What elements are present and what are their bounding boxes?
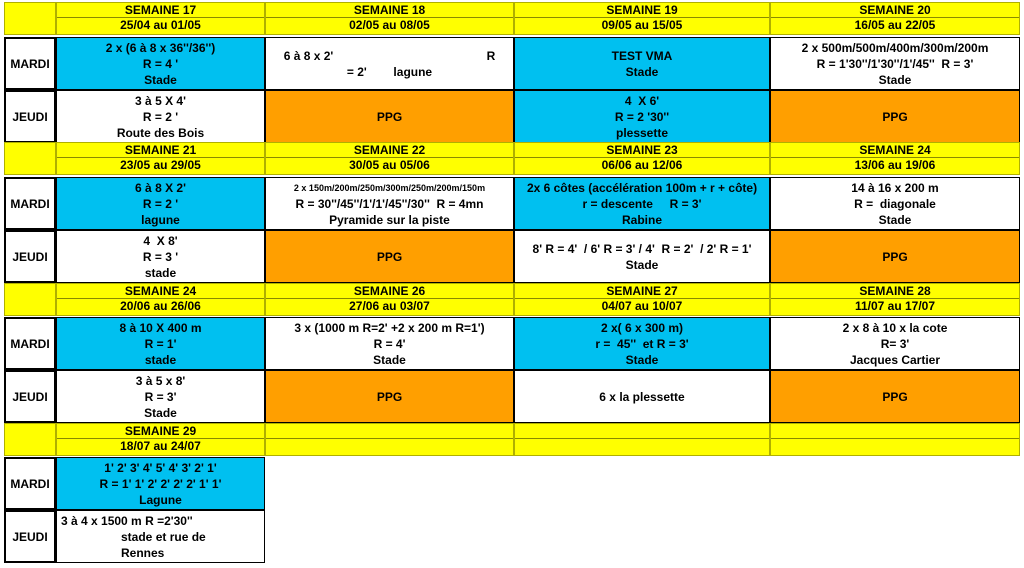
week-dates: 27/06 au 03/07: [266, 298, 513, 313]
week-dates: 09/05 au 15/05: [515, 17, 769, 32]
week-title: SEMAINE 23: [606, 143, 678, 157]
week-title: SEMAINE 26: [353, 284, 426, 298]
week-header: [265, 423, 514, 456]
session-line: 2 x (6 à 8 x 36''/36''): [105, 40, 216, 55]
session-mardi: [56, 457, 265, 510]
week-header: [514, 142, 770, 175]
week-header: [265, 283, 514, 316]
session-line: TEST VMA: [611, 48, 673, 63]
session-line: Stade: [373, 352, 406, 367]
session-jeudi: [514, 90, 770, 143]
session-line: 6 à 8 X 2': [135, 180, 186, 195]
week-title: SEMAINE 28: [859, 284, 931, 298]
session-line: Stade: [625, 352, 659, 367]
session-line: 3 à 4 x 1500 m R =2'30'': [61, 513, 193, 528]
session-line: R = 3 ': [142, 249, 179, 264]
session-line: stade: [144, 352, 177, 367]
session-line: lagune: [141, 212, 180, 227]
session-line: R = 2 ': [142, 196, 179, 211]
session-line: R = 1'30''/1'30''/1'/45'' R = 3': [816, 56, 974, 71]
session-line: PPG: [376, 389, 403, 404]
session-jeudi: [56, 370, 265, 423]
session-line: R = 4': [373, 336, 406, 351]
week-header: [56, 283, 265, 316]
day-label-mardi: MARDI: [4, 37, 56, 90]
week-dates: 20/06 au 26/06: [57, 298, 264, 313]
day-label-jeudi: JEUDI: [4, 90, 56, 143]
header-spacer: [4, 283, 56, 316]
header-spacer: [4, 423, 56, 456]
week-dates: 23/05 au 29/05: [57, 157, 264, 172]
week-title: SEMAINE 24: [124, 284, 197, 298]
week-header: [56, 423, 265, 456]
session-jeudi: [265, 370, 514, 423]
week-title: SEMAINE 24: [859, 143, 931, 157]
week-dates: 11/07 au 17/07: [771, 298, 1019, 313]
week-title: SEMAINE 19: [606, 3, 678, 17]
session-line: 6 à 8 x 2' R: [283, 48, 496, 63]
session-mardi: [770, 177, 1020, 230]
week-header: [514, 2, 770, 35]
session-line: R = 2 '30'': [614, 109, 670, 124]
week-header: [770, 2, 1020, 35]
session-line: 2x 6 côtes (accélération 100m + r + côte): [526, 180, 758, 195]
session-line: 3 à 5 X 4': [135, 93, 186, 108]
week-header: [265, 2, 514, 35]
session-line: R = 3': [144, 389, 177, 404]
session-line: R = 2 ': [142, 109, 179, 124]
session-line: 14 à 16 x 200 m: [851, 180, 939, 195]
session-line: Stade: [878, 72, 912, 87]
day-label-jeudi: JEUDI: [4, 370, 56, 423]
week-title: SEMAINE 27: [606, 284, 678, 298]
session-line: Rennes: [61, 545, 165, 560]
session-jeudi: [56, 230, 265, 283]
session-line: R = 30''/45''/1'/1'/45''/30'' R = 4mn: [295, 196, 484, 211]
week-header: [770, 423, 1020, 456]
week-header: [514, 423, 770, 456]
week-header: [265, 142, 514, 175]
session-mardi: [265, 317, 514, 370]
session-line: r = descente R = 3': [582, 196, 702, 211]
header-spacer: [4, 2, 56, 35]
session-line: Stade: [144, 72, 177, 87]
session-mardi: [514, 177, 770, 230]
week-title: SEMAINE 20: [859, 3, 931, 17]
week-dates: 30/05 au 05/06: [266, 157, 513, 172]
session-line: r = 45'' et R = 3': [595, 336, 689, 351]
session-mardi: [770, 37, 1020, 90]
day-label-jeudi: JEUDI: [4, 230, 56, 283]
session-line: 8 à 10 X 400 m: [119, 320, 202, 335]
week-dates: 06/06 au 12/06: [515, 157, 769, 172]
header-spacer: [4, 142, 56, 175]
session-jeudi: [56, 510, 265, 563]
session-line: PPG: [882, 249, 908, 264]
week-dates: 04/07 au 10/07: [515, 298, 769, 313]
session-line: R = diagonale: [854, 196, 936, 211]
session-line: 2 x 150m/200m/250m/300m/250m/200m/150m: [293, 182, 486, 193]
session-line: Stade: [144, 405, 177, 420]
week-dates: 02/05 au 08/05: [266, 17, 513, 32]
week-title: SEMAINE 29: [124, 424, 197, 438]
session-line: PPG: [376, 109, 403, 124]
session-jeudi: [770, 370, 1020, 423]
session-line: 4 X 8': [143, 233, 178, 248]
session-line: 3 x (1000 m R=2' +2 x 200 m R=1'): [294, 320, 485, 335]
session-jeudi: [770, 90, 1020, 143]
session-line: R = 4 ': [142, 56, 179, 71]
session-line: Jacques Cartier: [849, 352, 941, 367]
session-line: PPG: [376, 249, 403, 264]
session-line: stade: [144, 265, 177, 280]
session-line: PPG: [882, 109, 908, 124]
week-dates: 18/07 au 24/07: [57, 438, 264, 453]
week-title: SEMAINE 18: [353, 3, 426, 17]
session-line: 8' R = 4' / 6' R = 3' / 4' R = 2' / 2' R = 1': [532, 241, 752, 256]
session-jeudi: [770, 230, 1020, 283]
session-line: R = 1': [144, 336, 177, 351]
session-line: 3 à 5 x 8': [135, 373, 186, 388]
week-title: SEMAINE 22: [353, 143, 426, 157]
session-line: Stade: [878, 212, 912, 227]
session-mardi: [56, 177, 265, 230]
session-jeudi: [265, 90, 514, 143]
week-title: SEMAINE 21: [124, 143, 197, 157]
session-line: = 2' lagune: [346, 64, 433, 79]
week-header: [514, 283, 770, 316]
day-label-mardi: MARDI: [4, 177, 56, 230]
week-header: [770, 283, 1020, 316]
day-label-mardi: MARDI: [4, 457, 56, 510]
week-dates: 13/06 au 19/06: [771, 157, 1019, 172]
session-line: Lagune: [139, 492, 182, 507]
session-line: R= 3': [880, 336, 910, 351]
session-line: plessette: [615, 125, 669, 140]
session-line: Rabine: [621, 212, 662, 227]
session-line: 2 x 500m/500m/400m/300m/200m: [801, 40, 989, 55]
session-line: PPG: [882, 389, 908, 404]
week-title: SEMAINE 17: [124, 3, 197, 17]
session-line: 2 x( 6 x 300 m): [600, 320, 684, 335]
week-header: [56, 2, 265, 35]
week-dates: 16/05 au 22/05: [771, 17, 1019, 32]
day-label-jeudi: JEUDI: [4, 510, 56, 563]
session-mardi: [770, 317, 1020, 370]
session-line: R = 1' 1' 2' 2' 2' 2' 1' 1': [99, 476, 222, 491]
session-line: 2 x 8 à 10 x la cote: [842, 320, 948, 335]
session-jeudi: [56, 90, 265, 143]
session-mardi: [514, 37, 770, 90]
session-line: 1' 2' 3' 4' 5' 4' 3' 2' 1': [104, 460, 217, 475]
week-header: [770, 142, 1020, 175]
session-line: 4 X 6': [624, 93, 660, 108]
week-dates: 25/04 au 01/05: [57, 17, 264, 32]
session-mardi: [56, 317, 265, 370]
session-jeudi: [265, 230, 514, 283]
session-jeudi: [514, 230, 770, 283]
session-line: stade et rue de: [61, 529, 206, 544]
week-header: [56, 142, 265, 175]
day-label-mardi: MARDI: [4, 317, 56, 370]
session-line: Stade: [625, 64, 659, 79]
session-mardi: [514, 317, 770, 370]
session-line: Route des Bois: [116, 125, 205, 140]
session-line: Pyramide sur la piste: [329, 212, 450, 227]
session-jeudi: [514, 370, 770, 423]
session-line: 6 x la plessette: [599, 389, 685, 404]
session-line: Stade: [625, 257, 659, 272]
session-mardi: [265, 37, 514, 90]
session-mardi: [56, 37, 265, 90]
session-mardi: [265, 177, 514, 230]
